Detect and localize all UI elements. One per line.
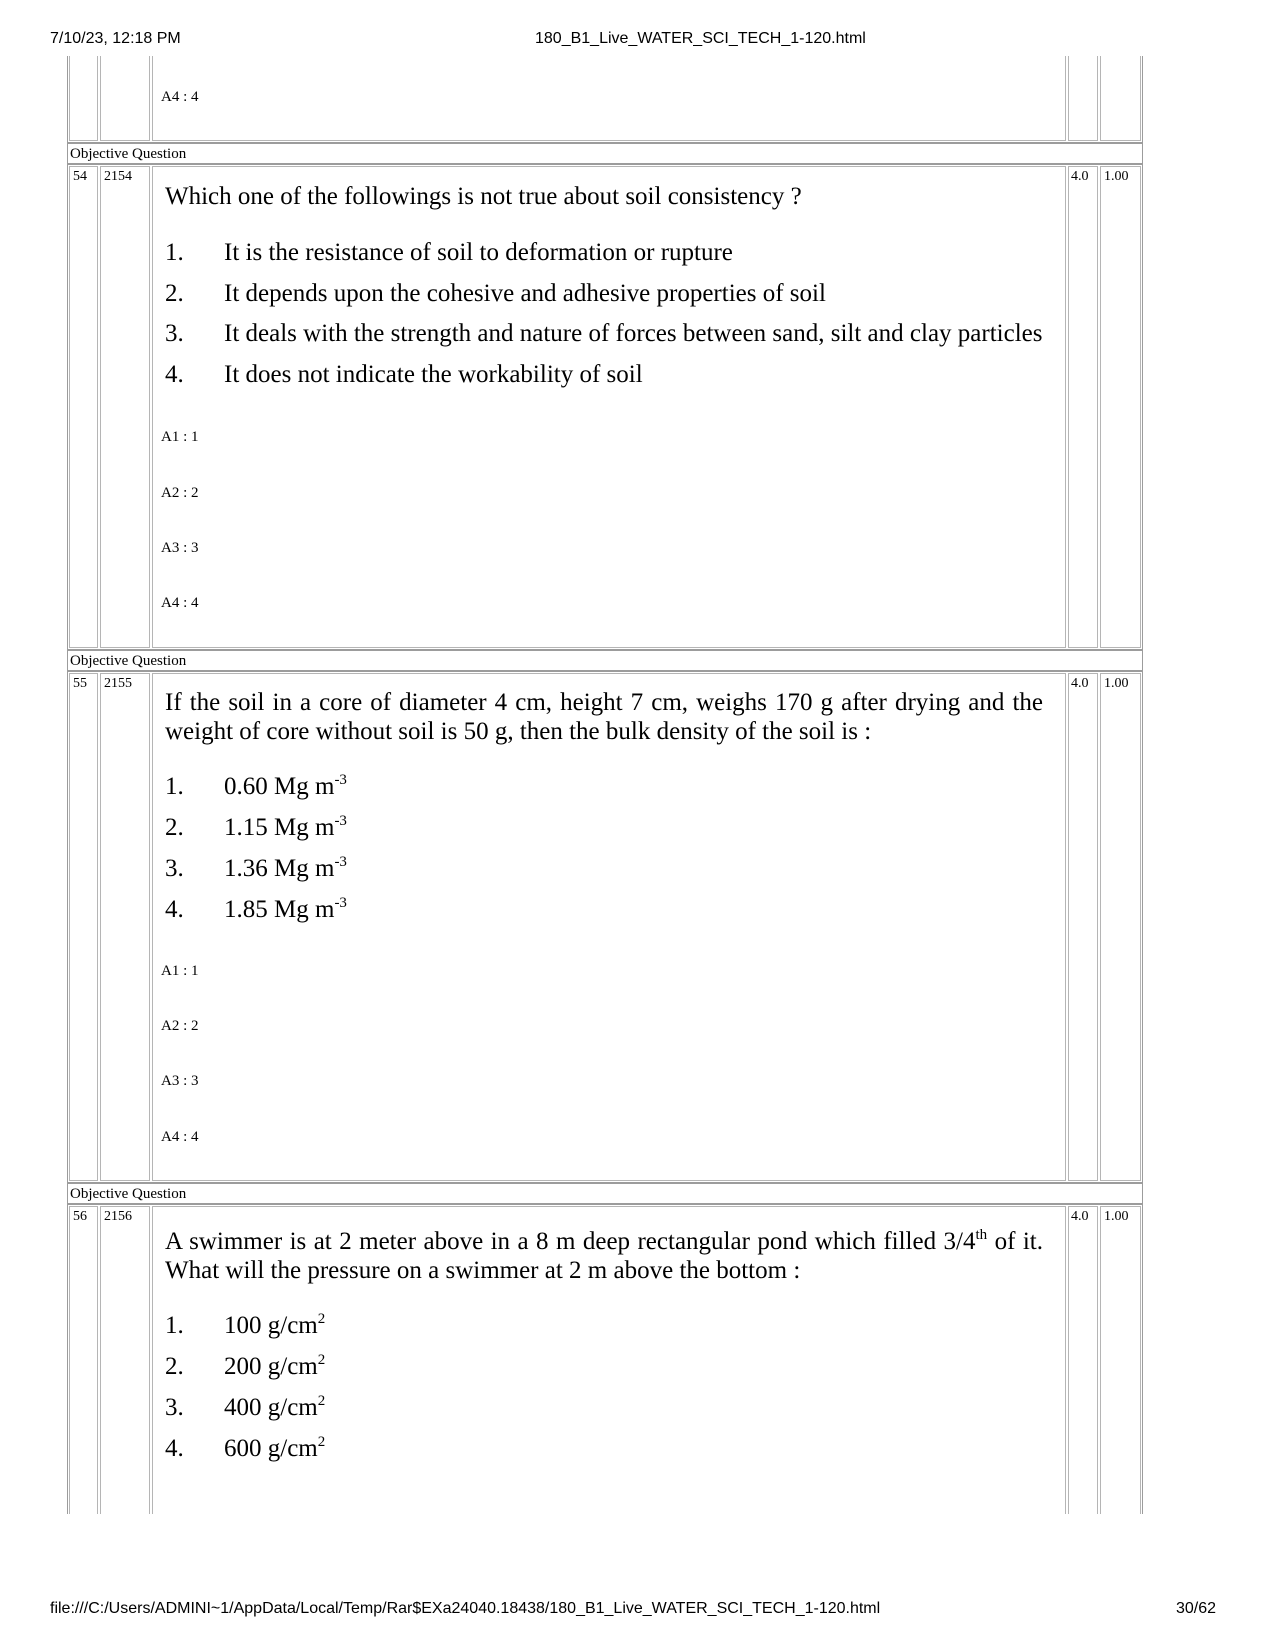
answer-key: A2 : 2 <box>161 1018 199 1034</box>
question-id: 2154 <box>104 169 132 184</box>
answer-key: A1 : 1 <box>161 963 199 979</box>
question-id: 2155 <box>104 676 132 691</box>
answer-key: A4 : 4 <box>161 595 199 611</box>
question-text: Which one of the followings is not true about soil consistency ? <box>165 183 802 210</box>
question-text: If the soil in a core of diameter 4 cm, height 7 cm, weighs 170 g after drying and the weight of core without soil is 50 g, then the bulk density of the soil is : <box>165 689 1043 745</box>
answer-key: A2 : 2 <box>161 485 199 501</box>
question-negative-marks: 1.00 <box>1104 676 1129 691</box>
print-title: 180_B1_Live_WATER_SCI_TECH_1-120.html <box>535 30 866 47</box>
question-serial: 55 <box>73 676 87 691</box>
section-label: Objective Question <box>70 146 187 162</box>
question-negative-marks: 1.00 <box>1104 1209 1129 1224</box>
question-serial: 54 <box>73 169 87 184</box>
question-marks: 4.0 <box>1071 169 1089 184</box>
print-datetime: 7/10/23, 12:18 PM <box>50 30 181 47</box>
question-negative-marks: 1.00 <box>1104 169 1129 184</box>
question-serial: 56 <box>73 1209 87 1224</box>
answer-key: A3 : 3 <box>161 1073 199 1089</box>
section-label: Objective Question <box>70 1186 187 1202</box>
question-marks: 4.0 <box>1071 1209 1089 1224</box>
answer-key: A4 : 4 <box>161 89 199 105</box>
section-label: Objective Question <box>70 653 187 669</box>
answer-key: A3 : 3 <box>161 540 199 556</box>
question-text: A swimmer is at 2 meter above in a 8 m deep rectangular pond which filled 3/4th of it. What will the pressure on a swimmer at 2 m above the bottom : <box>165 1227 1044 1284</box>
question-marks: 4.0 <box>1071 676 1089 691</box>
print-file-path: file:///C:/Users/ADMINI~1/AppData/Local/Temp/Rar$EXa24040.18438/180_B1_Live_WATER_SCI_TECH_1-120.html <box>50 1600 881 1617</box>
answer-key: A4 : 4 <box>161 1129 199 1145</box>
answer-key: A1 : 1 <box>161 429 199 445</box>
question-id: 2156 <box>104 1209 132 1224</box>
print-page-number: 30/62 <box>1176 1600 1217 1617</box>
